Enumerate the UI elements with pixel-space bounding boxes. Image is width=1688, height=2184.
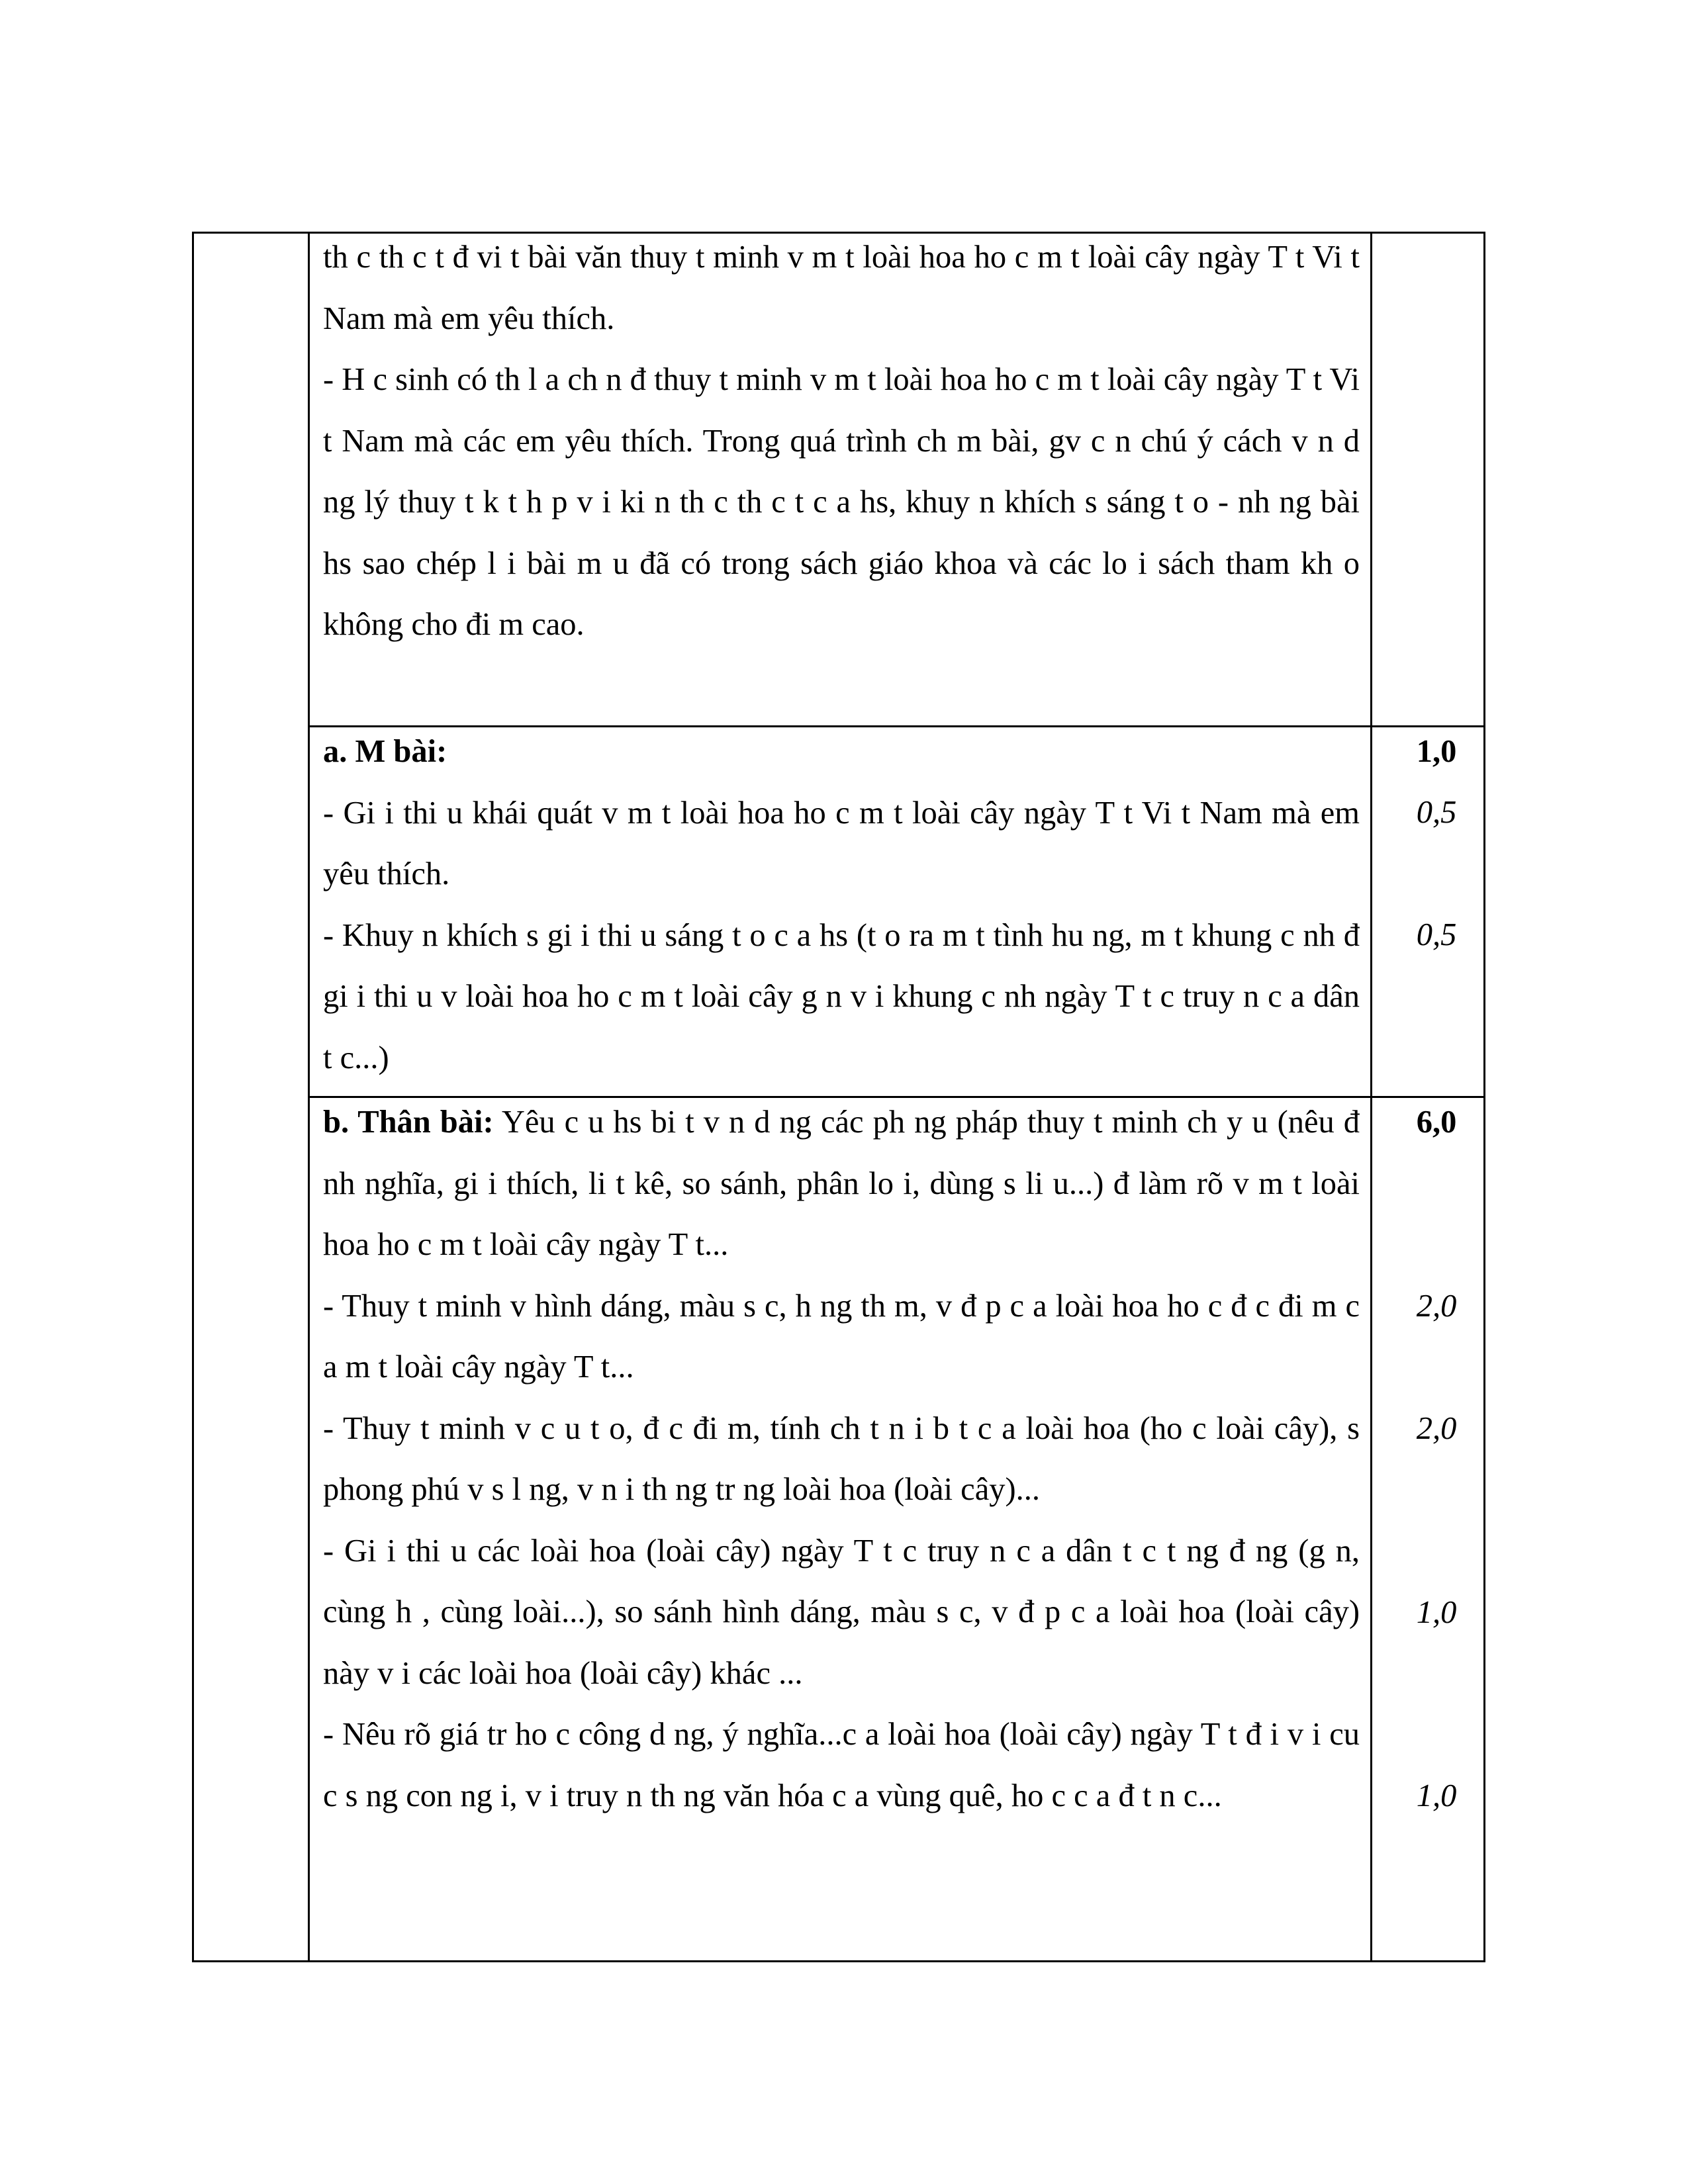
score-item: 0,5 xyxy=(1416,917,1457,952)
section-heading-than-bai: b. Thân bài: xyxy=(323,1105,494,1140)
paragraph: th c th c t đ vi t bài văn thuy t minh v m t loài hoa ho c m t loài cây ngày T t Vi t Nam mà em yêu thích. xyxy=(323,240,1360,336)
row-0-content xyxy=(323,227,1360,656)
paragraph: - H c sinh có th l a ch n đ thuy t minh v m t loài hoa ho c m t loài cây ngày T t Vi t Nam mà các em yêu thích. Trong quá trình ch m bài, gv c n chú ý cách v n d ng lý thuy t k t h p v i ki n th c th c t c a hs, khuy n khích s sáng t o - nh ng bài hs sao chép l i bài m u đã có trong sách giáo khoa và các lo i sách tham kh o không cho đi m cao. xyxy=(323,362,1360,642)
score-item: 0,5 xyxy=(1416,795,1457,830)
score-item: 1,0 xyxy=(1416,1595,1457,1630)
criterion-item: - Thuy t minh v c u t o, đ c đi m, tính ch t n i b t c a loài hoa (ho c loài cây), s phong phú v s l ng, v n i th ng tr ng loài hoa (loài cây)... xyxy=(323,1410,1360,1507)
criterion-item: - Gi i thi u các loài hoa (loài cây) ngày T t c truy n c a dân t c t ng đ ng (g n, cùng h , cùng loài...), so sánh hình dáng, màu s c, v đ p c a loài hoa (loài cây) này v i các loài hoa (loài cây) khác ... xyxy=(323,1533,1360,1691)
score-heading: 6,0 xyxy=(1416,1105,1457,1140)
section-intro xyxy=(323,1092,1360,1276)
score-heading: 1,0 xyxy=(1416,734,1457,769)
column-divider xyxy=(1370,232,1372,1962)
score-item: 2,0 xyxy=(1416,1289,1457,1324)
criterion-item: - Khuy n khích s gi i thi u sáng t o c a hs (t o ra m t tình hu ng, m t khung c nh đ gi i thi u v loài hoa ho c m t loài cây g n v i khung c nh ngày T t c truy n c a dân t c...) xyxy=(323,917,1360,1075)
table-border-left xyxy=(192,232,194,1962)
criterion-item: - Nêu rõ giá tr ho c công d ng, ý nghĩa...c a loài hoa (loài cây) ngày T t đ i v i cu c s ng con ng i, v i truy n th ng văn hóa c a vùng quê, ho c c a đ t n c... xyxy=(323,1717,1360,1813)
score-item: 2,0 xyxy=(1416,1411,1457,1446)
section-heading-mo-bai: a. M bài: xyxy=(323,734,447,769)
criterion-item: - Thuy t minh v hình dáng, màu s c, h ng th m, v đ p c a loài hoa ho c đ c đi m c a m t loài cây ngày T t... xyxy=(323,1288,1360,1385)
row-1-content xyxy=(323,721,1360,1089)
row-2-content xyxy=(323,1092,1360,1827)
table-border-bottom xyxy=(192,1960,1485,1962)
score-item: 1,0 xyxy=(1416,1778,1457,1813)
criterion-item: - Gi i thi u khái quát v m t loài hoa ho c m t loài cây ngày T t Vi t Nam mà em yêu thích. xyxy=(323,795,1360,891)
column-divider xyxy=(308,232,310,1962)
section-intro-text: Yêu c u hs bi t v n d ng các ph ng pháp thuy t minh ch y u (nêu đ nh nghĩa, gi i thích, li t kê, so sánh, phân lo i, dùng s li u...) đ làm rõ v m t loài hoa ho c m t loài cây ngày T t... xyxy=(323,1105,1360,1262)
